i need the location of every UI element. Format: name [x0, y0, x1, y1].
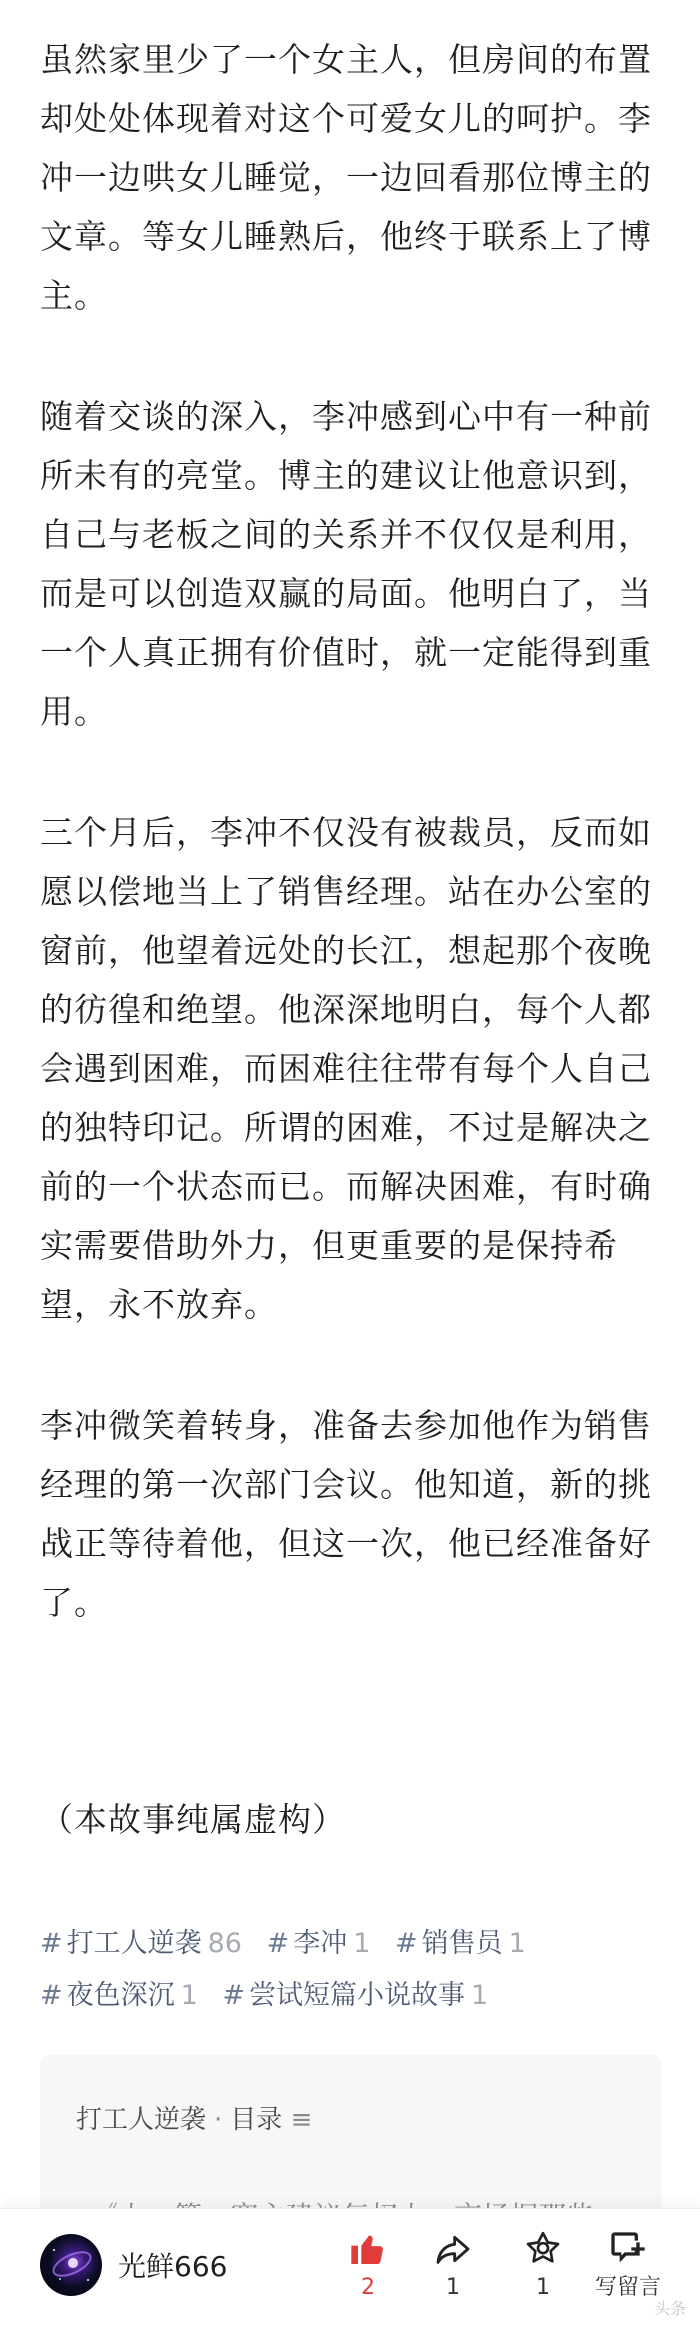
hash-icon: #	[222, 1980, 246, 2011]
share-count: 1	[446, 2275, 460, 2300]
hash-icon: #	[40, 1980, 63, 2011]
separator-dot: ·	[214, 2105, 223, 2135]
article-paragraph: 虽然家里少了一个女主人，但房间的布置却处处体现着对这个可爱女儿的呵护。李冲一边哄女儿睡觉，一边回看那位博主的文章。等女儿睡熟后，他终于联系上了博主。	[40, 40, 652, 315]
collection-header[interactable]	[76, 2099, 312, 2136]
like-button[interactable]	[333, 2229, 403, 2301]
menu-icon: ≡	[290, 2105, 313, 2135]
collection-name: 打工人逆袭	[76, 2105, 207, 2135]
article-body	[40, 0, 670, 1694]
tag-link[interactable]	[40, 1970, 198, 2022]
thumbs-up-icon	[348, 2229, 388, 2269]
tag-list	[40, 1918, 670, 2022]
collect-star-icon	[523, 2229, 563, 2269]
article-paragraph: 随着交谈的深入，李冲感到心中有一种前所未有的亮堂。博主的建议让他意识到，自己与老板之间的关系并不仅仅是利用，而是可以创造双赢的局面。他明白了，当一个人真正拥有价值时，就一定能得到重用。	[40, 397, 652, 731]
galaxy-avatar-icon	[40, 2234, 102, 2296]
tag-label: 李冲	[293, 1928, 348, 1959]
tag-label: 夜色深沉	[66, 1980, 175, 2011]
author-name[interactable]: 光鲜666	[118, 2250, 228, 2283]
tag-count: 1	[471, 1980, 489, 2011]
tag-row	[40, 1918, 670, 1970]
collect-count: 1	[536, 2275, 550, 2300]
article-paragraph: 三个月后，李冲不仅没有被裁员，反而如愿以偿地当上了销售经理。站在办公室的窗前，他望着远处的长江，想起那个夜晚的彷徨和绝望。他深深地明白，每个人都会遇到困难，而困难往往带有每个人自己的独特印记。所谓的困难，不过是解决之前的一个状态而已。而解决困难，有时确实需要借助外力，但更重要的是保持希望，永不放弃。	[40, 813, 652, 1324]
like-count: 2	[361, 2275, 375, 2300]
tag-row	[40, 1970, 670, 2022]
catalog-label: 目录	[230, 2105, 283, 2135]
tag-label: 尝试短篇小说故事	[249, 1980, 466, 2011]
tag-link[interactable]	[395, 1918, 526, 1970]
comment-label: 写留言	[594, 2275, 661, 2300]
share-button[interactable]	[418, 2229, 488, 2301]
fiction-disclaimer: （本故事纯属虚构）	[40, 1800, 346, 1839]
tag-link[interactable]	[40, 1918, 242, 1970]
tag-label: 打工人逆袭	[66, 1928, 202, 1959]
comment-button[interactable]	[593, 2229, 663, 2301]
hash-icon: #	[394, 1928, 418, 1959]
tag-count: 1	[180, 1980, 198, 2011]
collect-button[interactable]	[508, 2229, 578, 2301]
article-paragraph: 李冲微笑着转身，准备去参加他作为销售经理的第一次部门会议。他知道，新的挑战正等待着他，但这一次，他已经准备好了。	[40, 1406, 652, 1622]
tag-count: 86	[207, 1928, 242, 1959]
watermark-text: 头条	[653, 2299, 686, 2318]
avatar[interactable]	[40, 2234, 102, 2296]
tag-link[interactable]	[222, 1970, 488, 2022]
hash-icon: #	[266, 1928, 290, 1959]
bottom-action-bar	[0, 2208, 700, 2327]
tag-count: 1	[508, 1928, 526, 1959]
tag-link[interactable]	[267, 1918, 371, 1970]
comment-plus-icon	[608, 2229, 648, 2269]
hash-icon: #	[40, 1928, 63, 1959]
share-arrow-icon	[433, 2229, 473, 2269]
tag-count: 1	[353, 1928, 371, 1959]
tag-label: 销售员	[421, 1928, 503, 1959]
